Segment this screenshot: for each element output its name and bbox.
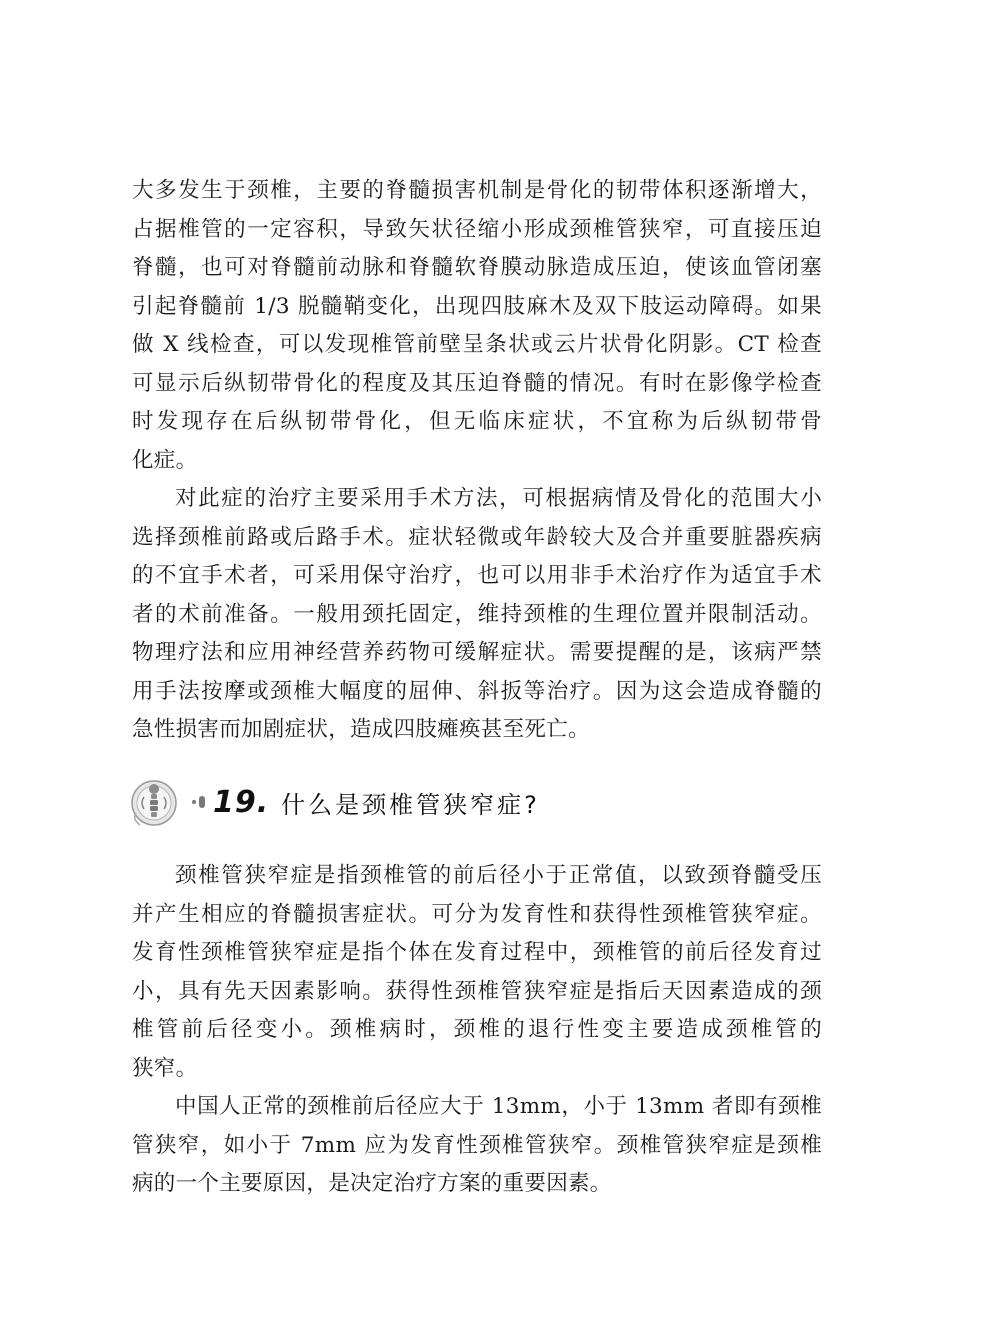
text-line: 中国人正常的颈椎前后径应大于 13mm，小于 13mm 者即有颈椎 [175,1094,822,1119]
heading-dots-icon [192,796,205,808]
text-line: 发育性颈椎管狭窄症是指个体在发育过程中，颈椎管的前后径发育过 [132,940,822,965]
paragraph-ligament-ossification-mechanism [132,172,822,480]
bottom-text-block [132,857,822,1204]
paragraph-stenosis-definition [132,857,822,1088]
text-line: 用手法按摩或颈椎大幅度的屈伸、斜扳等治疗。因为这会造成脊髓的 [132,678,822,704]
text-line: 做 X 线检查，可以发现椎管前壁呈条状或云片状骨化阴影。CT 检查 [132,332,822,357]
text-line: 化症。 [132,447,198,473]
text-line: 占据椎管的一定容积，导致矢状径缩小形成颈椎管狭窄，可直接压迫 [132,216,822,242]
text-line: 管狭窄，如小于 7mm 应为发育性颈椎管狭窄。颈椎管狭窄症是颈椎 [132,1132,822,1158]
text-line: 狭窄。 [132,1055,198,1081]
top-text-block [132,172,822,750]
paragraph-normal-diameter [132,1088,822,1204]
heading-number: 19. [213,784,270,820]
text-line: 小，具有先天因素影响。获得性颈椎管狭窄症是指后天因素造成的颈 [132,978,822,1004]
text-line: 可显示后纵韧带骨化的程度及其压迫脊髓的情况。有时在影像学检查 [132,370,822,396]
text-line: 对此症的治疗主要采用手术方法，可根据病情及骨化的范围大小 [175,486,822,511]
text-line: 病的一个主要原因，是决定治疗方案的重要因素。 [132,1171,612,1196]
text-line: 选择颈椎前路或后路手术。症状轻微或年龄较大及合并重要脏器疾病 [132,524,822,550]
text-line: 脊髓，也可对脊髓前动脉和脊髓软脊膜动脉造成压迫，使该血管闭塞 [132,255,822,280]
text-line: 者的术前准备。一般用颈托固定，维持颈椎的生理位置并限制活动。 [132,601,822,627]
text-line: 物理疗法和应用神经营养药物可缓解症状。需要提醒的是，该病严禁 [132,640,822,665]
section-heading [130,772,540,832]
text-line: 急性损害而加剧症状，造成四肢瘫痪甚至死亡。 [132,717,590,742]
text-line: 椎管前后径变小。颈椎病时，颈椎的退行性变主要造成颈椎管的 [132,1017,822,1042]
text-line: 的不宜手术者，可采用保守治疗，也可以用非手术治疗作为适宜手术 [132,563,822,588]
heading-title: 什么是颈椎管狭窄症? [281,790,540,819]
text-line: 并产生相应的脊髓损害症状。可分为发育性和获得性颈椎管狭窄症。 [132,901,822,927]
spine-illustration-icon [130,773,190,831]
paragraph-treatment [132,480,822,750]
text-line: 颈椎管狭窄症是指颈椎管的前后径小于正常值，以致颈脊髓受压 [175,863,822,888]
text-line: 大多发生于颈椎，主要的脊髓损害机制是骨化的韧带体积逐渐增大， [132,178,822,203]
text-line: 引起脊髓前 1/3 脱髓鞘变化，出现四肢麻木及双下肢运动障碍。如果 [132,293,822,319]
text-line: 时发现存在后纵韧带骨化，但无临床症状，不宜称为后纵韧带骨 [132,409,822,434]
